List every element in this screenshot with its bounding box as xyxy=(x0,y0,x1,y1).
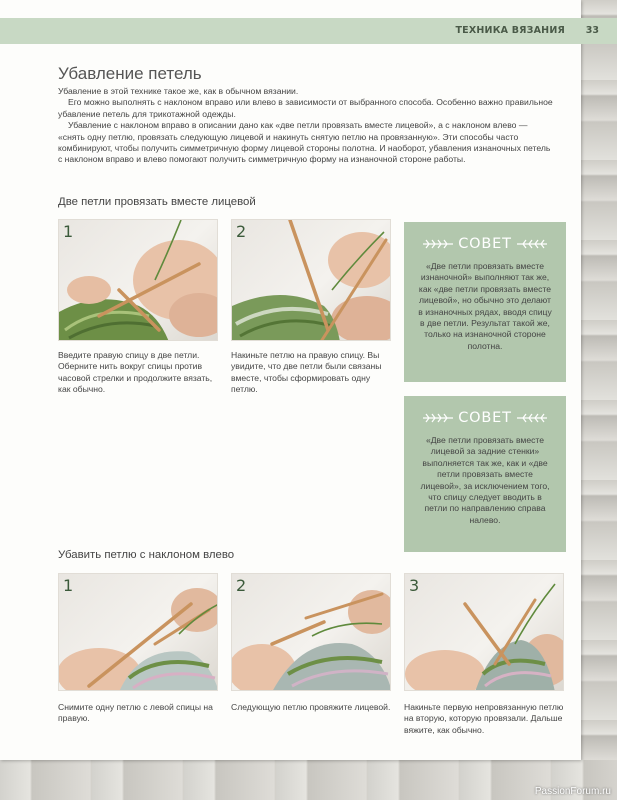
knitting-illustration xyxy=(59,574,218,691)
step-caption: Накиньте первую непровязанную петлю на вторую, которую провязали. Дальше вяжите, как обычно. xyxy=(404,702,564,735)
intro-paragraph: Убавление с наклоном вправо в описании дано как «две петли провязать вместе лицевой», а с наклоном влево — «снять одну петлю, провязать следующую лицевой и накинуть снятую петлю на провязанную». Эти способы часто комбинируют, чтобы получить симметричную форму лицевой стороны полотна. И наоборот, убавления изнаночных петель с наклоном вправо и влево помогают получить симметричную форму на изнаночной стороне работы. xyxy=(58,120,551,165)
leaf-ornament-icon xyxy=(423,239,453,249)
step-caption: Накиньте петлю на правую спицу. Вы увидите, что две петли были связаны вместе, чтобы сформировать одну петлю. xyxy=(231,350,382,395)
step-photo xyxy=(231,573,391,691)
tip-title: СОВЕТ xyxy=(458,236,512,252)
header-section-title: ТЕХНИКА ВЯЗАНИЯ xyxy=(455,25,565,36)
intro-text xyxy=(58,86,556,166)
page-title: Убавление петель xyxy=(58,64,202,83)
step-photo xyxy=(58,219,218,341)
section2-heading: Убавить петлю с наклоном влево xyxy=(58,549,235,561)
knitting-illustration xyxy=(405,574,564,691)
tip-header xyxy=(404,235,566,253)
wood-background-bottom xyxy=(0,760,617,800)
step-photo xyxy=(58,573,218,691)
step-number: 1 xyxy=(63,576,74,595)
intro-paragraph: Его можно выполнять с наклоном вправо или влево в зависимости от выбранного способа. Особенно важно правильное убавление петель для трикотажной одежды. xyxy=(58,97,553,119)
step-caption: Снимите одну петлю с левой спицы на правую. xyxy=(58,702,213,724)
tip-header xyxy=(404,409,566,427)
step-photo xyxy=(404,573,564,691)
step-number: 2 xyxy=(236,576,247,595)
intro-paragraph: Убавление в этой технике такое же, как в обычном вязании. xyxy=(58,86,299,96)
wood-background-right xyxy=(581,0,617,800)
tip-text: «Две петли провязать вместе лицевой за задние стенки» выполняется так же, как и «две петли провязать вместе лицевой», за исключением того, что спицу следует вводить в петли по направлению справа налево. xyxy=(420,435,550,525)
step-caption: Введите правую спицу в две петли. Оберните нить вокруг спицы против часовой стрелки и продолжите вязать, как обычно. xyxy=(58,350,213,395)
tip-title: СОВЕТ xyxy=(458,410,512,426)
step-number: 3 xyxy=(409,576,420,595)
leaf-ornament-icon xyxy=(517,239,547,249)
knitting-illustration xyxy=(59,220,218,341)
section1-heading: Две петли провязать вместе лицевой xyxy=(58,196,256,208)
tip-text: «Две петли провязать вместе изнаночной» выполняют так же, как «две петли провязать вместе лицевой», но обычно это делают в изнаночных рядах, вводя спицу в две петли. Результат такой же, только на изнаночной стороне полотна. xyxy=(418,261,552,351)
step-caption: Следующую петлю провяжите лицевой. xyxy=(231,702,391,712)
step-number: 2 xyxy=(236,222,247,241)
leaf-ornament-icon xyxy=(423,413,453,423)
knitting-illustration xyxy=(232,574,391,691)
step-number: 1 xyxy=(63,222,74,241)
page-number: 33 xyxy=(585,25,599,36)
leaf-ornament-icon xyxy=(517,413,547,423)
watermark: PassionForum.ru xyxy=(534,786,611,797)
step-photo xyxy=(231,219,391,341)
knitting-illustration xyxy=(232,220,391,341)
tip-box xyxy=(404,396,566,552)
tip-box xyxy=(404,222,566,382)
